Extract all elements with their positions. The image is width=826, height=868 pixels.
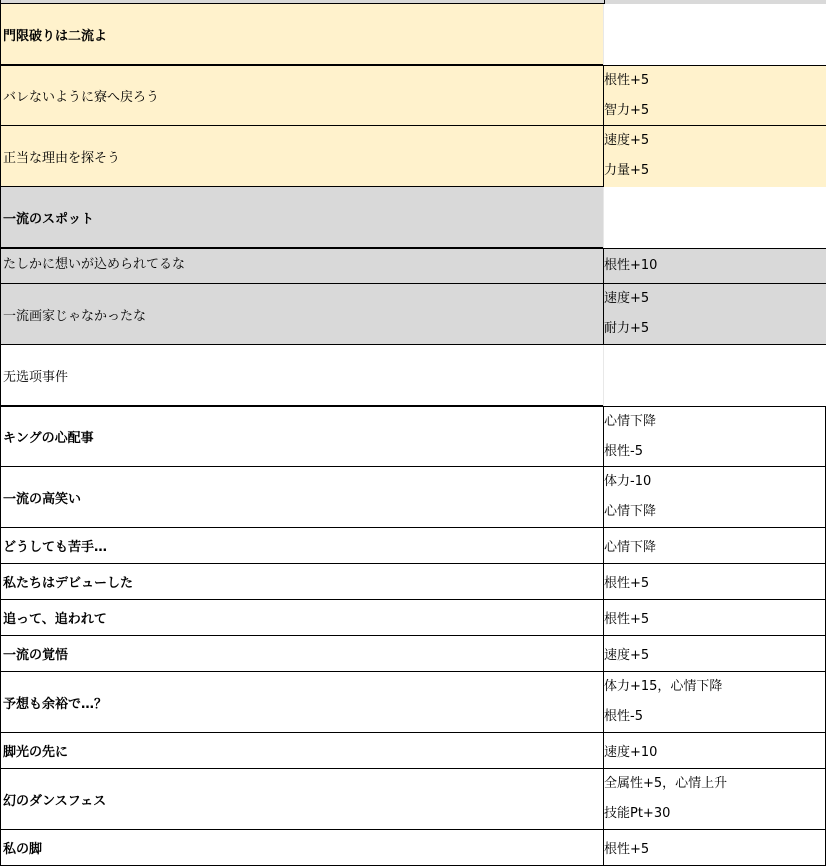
- effect-line: 根性+5: [604, 842, 650, 857]
- event-title: 追って、追われて: [3, 612, 107, 627]
- effect-cell-empty[interactable]: [603, 187, 826, 248]
- effect-cell[interactable]: [603, 284, 826, 345]
- effect-line: 心情下降: [604, 540, 657, 555]
- effect-line: 全属性+5，心情上升: [604, 776, 728, 791]
- effect-cell[interactable]: [603, 564, 826, 600]
- effect-cell[interactable]: [603, 600, 826, 636]
- table-row: [0, 600, 826, 636]
- effect-line: 根性+5: [604, 612, 650, 627]
- option-label: バレないように寮へ戻ろう: [3, 90, 160, 105]
- effect-line: 速度+5: [604, 648, 650, 663]
- effect-cell[interactable]: [603, 830, 826, 866]
- effect-line: 速度+5: [604, 291, 650, 306]
- event-title: キングの心配事: [3, 431, 94, 446]
- effect-cell[interactable]: [603, 769, 826, 830]
- table-row: [0, 830, 826, 866]
- event-cell[interactable]: [0, 65, 604, 126]
- event-title: 幻のダンスフェス: [3, 793, 107, 809]
- table-row: [0, 564, 826, 600]
- event-title: 私たちはデビューした: [3, 576, 134, 591]
- table-row: [0, 187, 826, 248]
- table-row: [0, 248, 826, 284]
- table-row: [0, 126, 826, 187]
- option-label: 一流画家じゃなかったな: [3, 308, 147, 324]
- event-title: 門限破りは二流よ: [3, 28, 108, 44]
- table-row: [0, 467, 826, 528]
- event-cell[interactable]: [0, 406, 604, 467]
- effect-cell[interactable]: [603, 126, 826, 187]
- option-label: たしかに想いが込められてるな: [3, 256, 186, 272]
- effect-line: 根性-5: [604, 444, 643, 459]
- table-row: [0, 769, 826, 830]
- effect-line: 体力+15，心情下降: [604, 679, 723, 694]
- section-label: 无选项事件: [3, 369, 69, 385]
- event-cell[interactable]: [0, 126, 604, 187]
- table-row: [0, 284, 826, 345]
- effect-line: 技能Pt+30: [604, 806, 671, 821]
- event-title: 脚光の先に: [3, 745, 69, 760]
- event-title: 私の脚: [3, 842, 43, 857]
- event-cell[interactable]: [0, 830, 604, 866]
- event-cell[interactable]: [0, 4, 604, 65]
- table-row: [0, 528, 826, 564]
- event-cell[interactable]: [0, 187, 604, 248]
- event-cell[interactable]: [0, 345, 604, 406]
- effect-cell[interactable]: [603, 65, 826, 126]
- effect-line: 根性+10: [604, 258, 658, 273]
- table-row: [0, 406, 826, 467]
- table-row: [0, 4, 826, 65]
- effect-cell[interactable]: [603, 528, 826, 564]
- effect-cell[interactable]: [603, 636, 826, 672]
- event-title: どうしても苦手…: [3, 540, 108, 555]
- effect-line: 速度+10: [604, 745, 658, 760]
- event-cell[interactable]: [0, 733, 604, 769]
- event-title: 一流のスポット: [3, 211, 95, 227]
- effect-line: 根性+5: [604, 576, 650, 591]
- event-cell[interactable]: [0, 672, 604, 733]
- event-title: 一流の高笑い: [3, 491, 82, 507]
- effect-line: 体力-10: [604, 474, 652, 489]
- effect-line: 耐力+5: [604, 321, 650, 336]
- effect-line: 智力+5: [604, 103, 650, 118]
- event-cell[interactable]: [0, 636, 604, 672]
- table-row: [0, 636, 826, 672]
- effect-cell[interactable]: [603, 248, 826, 284]
- event-cell[interactable]: [0, 467, 604, 528]
- table-row: [0, 672, 826, 733]
- effect-line: 根性+5: [604, 73, 650, 88]
- event-cell[interactable]: [0, 284, 604, 345]
- effect-line: 心情下降: [604, 414, 657, 429]
- event-cell[interactable]: [0, 564, 604, 600]
- table-row: [0, 733, 826, 769]
- effect-cell[interactable]: [603, 406, 826, 467]
- event-title: 一流の覚悟: [3, 648, 69, 663]
- effect-line: 根性-5: [604, 709, 643, 724]
- event-cell[interactable]: [0, 769, 604, 830]
- event-cell[interactable]: [0, 528, 604, 564]
- effect-line: 力量+5: [604, 163, 650, 178]
- effect-line: 速度+5: [604, 133, 650, 148]
- effect-cell[interactable]: [603, 672, 826, 733]
- effect-cell-empty[interactable]: [603, 345, 826, 406]
- effect-cell[interactable]: [603, 733, 826, 769]
- event-title: 予想も余裕で…？: [3, 696, 108, 712]
- event-cell[interactable]: [0, 600, 604, 636]
- event-cell[interactable]: [0, 248, 604, 284]
- effect-cell[interactable]: [603, 467, 826, 528]
- table-row: [0, 345, 826, 406]
- table-row: [0, 65, 826, 126]
- option-label: 正当な理由を探そう: [3, 150, 121, 166]
- effect-line: 心情下降: [604, 504, 657, 519]
- effect-cell-empty[interactable]: [603, 4, 826, 65]
